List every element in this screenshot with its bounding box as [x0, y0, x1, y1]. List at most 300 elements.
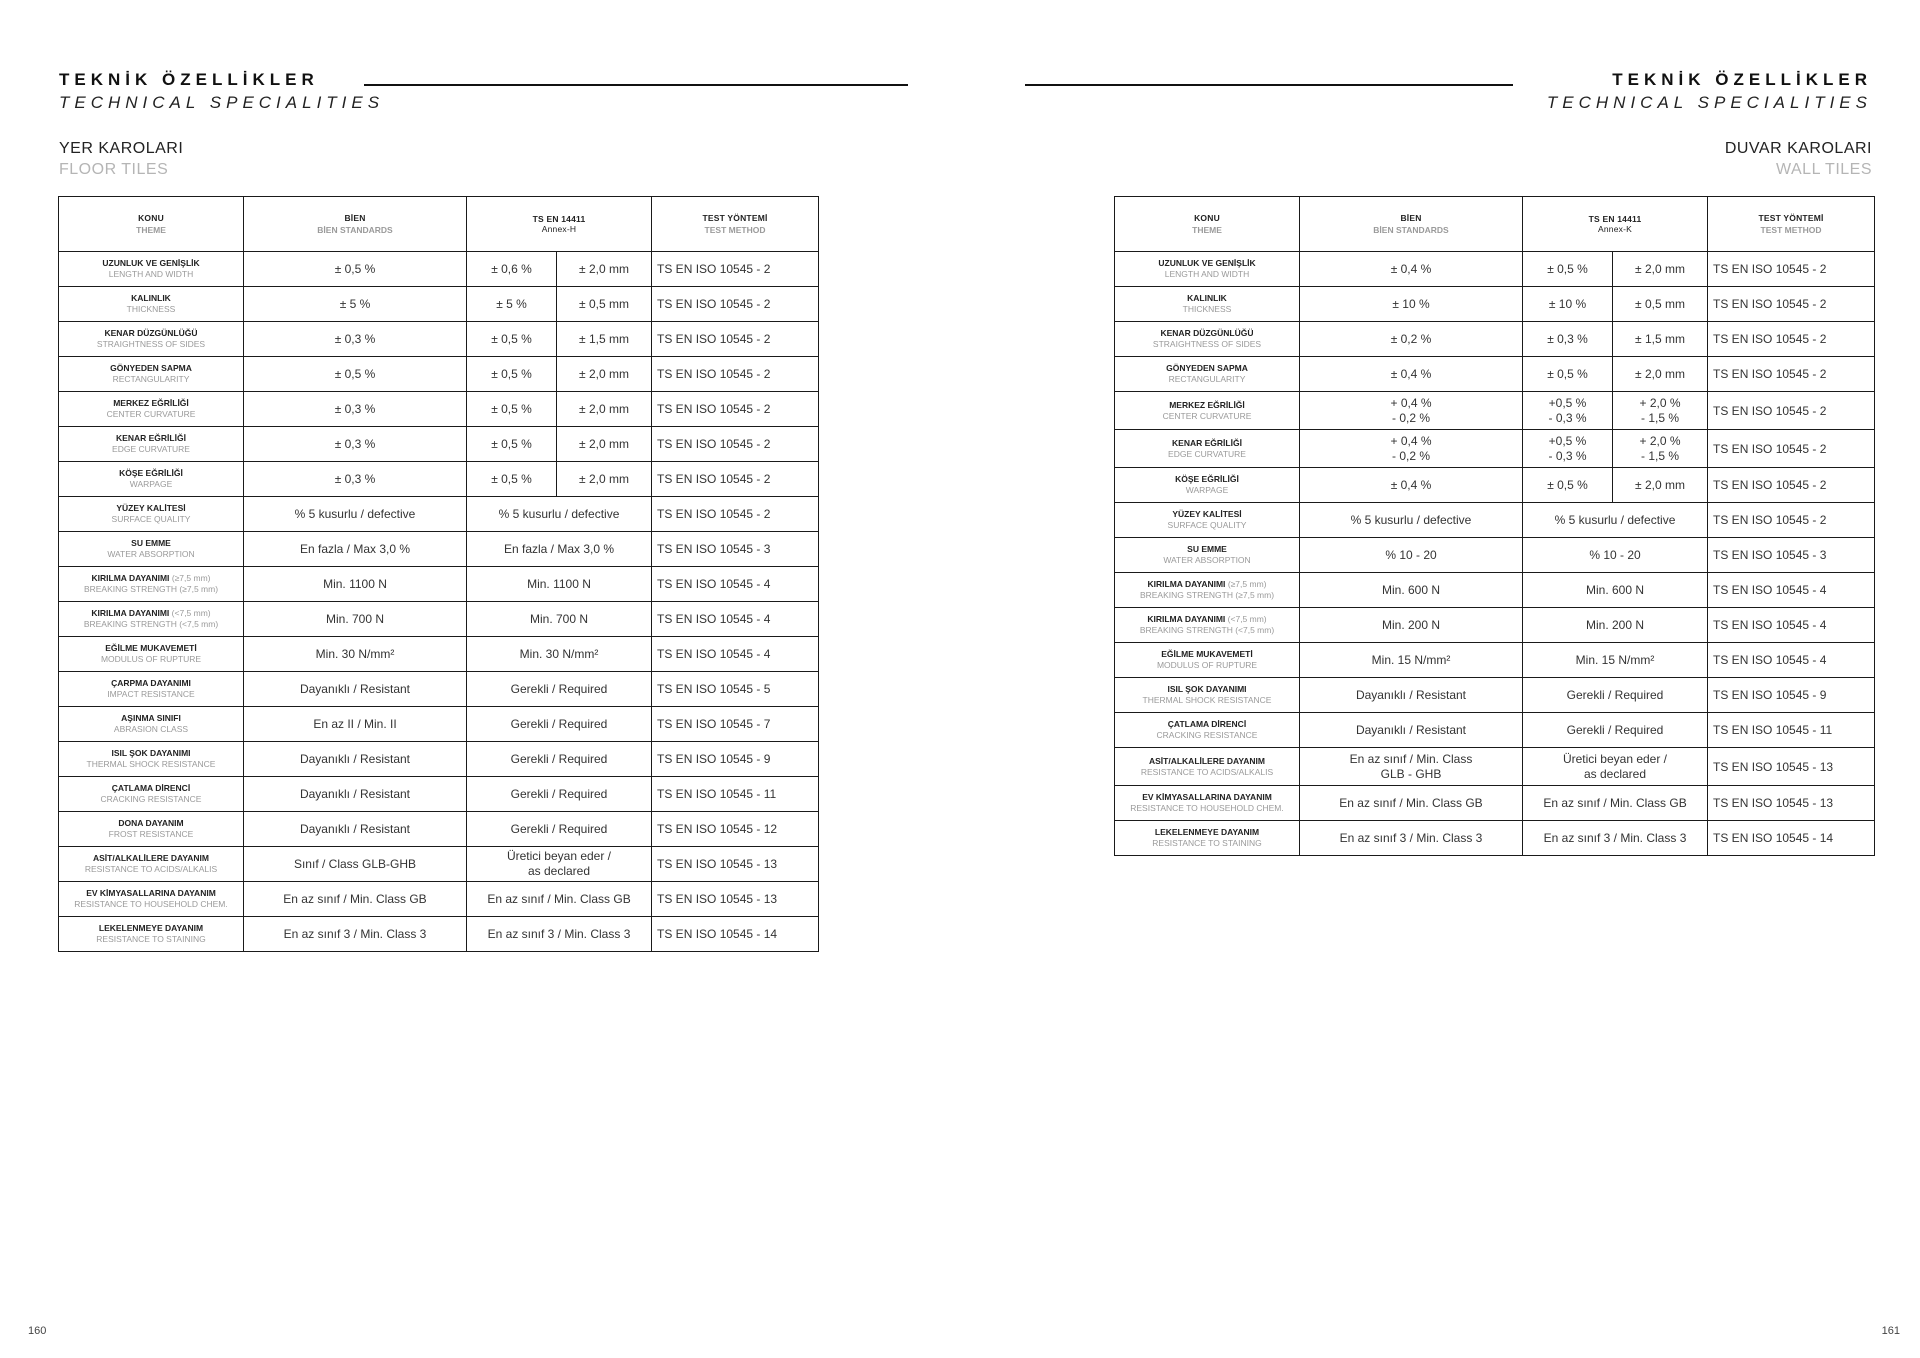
test-method: TS EN ISO 10545 - 13 — [1708, 786, 1875, 821]
ts-value: Gerekli / Required — [467, 812, 652, 847]
ts-value-line: as declared — [527, 864, 591, 878]
floor-tiles-table — [58, 196, 819, 952]
property-name-en: CENTER CURVATURE — [1162, 410, 1252, 421]
test-method: TS EN ISO 10545 - 2 — [652, 497, 819, 532]
property-name-en: RESISTANCE TO HOUSEHOLD CHEM. — [74, 899, 228, 909]
ts-value-line: +0,5 % — [1548, 395, 1587, 410]
wall-tiles-table — [1114, 196, 1875, 856]
property-name-en: CENTER CURVATURE — [106, 409, 196, 419]
ts-value: En az sınıf 3 / Min. Class 3 — [467, 917, 652, 952]
property-cell — [59, 637, 244, 672]
ts-value: En az sınıf / Min. Class GB — [467, 882, 652, 917]
property-cell — [1115, 392, 1300, 430]
property-name-text: UZUNLUK VE GENİŞLİK — [102, 258, 200, 268]
property-name-text: KENAR EĞRİLİĞİ — [1172, 437, 1242, 448]
ts-value-mm: ± 1,5 mm — [1613, 322, 1708, 357]
property-cell — [59, 497, 244, 532]
header-label: TEST YÖNTEMİ — [1758, 213, 1824, 223]
ts-value-percent: ± 0,5 % — [467, 427, 557, 462]
table-row — [59, 567, 819, 602]
property-name — [63, 923, 239, 934]
property-cell — [1115, 713, 1300, 748]
property-name — [63, 678, 239, 689]
table-row — [59, 637, 819, 672]
property-name — [1119, 258, 1295, 269]
property-name — [1119, 827, 1295, 838]
bien-value: ± 0,3 % — [244, 392, 467, 427]
property-cell — [1115, 252, 1300, 287]
property-cell — [59, 812, 244, 847]
property-name-en: SURFACE QUALITY — [111, 514, 191, 524]
ts-value: En az sınıf 3 / Min. Class 3 — [1523, 821, 1708, 856]
property-name-text: MERKEZ EĞRİLİĞİ — [1169, 399, 1245, 410]
property-cell — [1115, 573, 1300, 608]
ts-value-line: + 2,0 % — [1639, 395, 1681, 410]
ts-value: Gerekli / Required — [1523, 678, 1708, 713]
bien-value-line: + 0,4 % — [1390, 433, 1432, 448]
property-name-text: ÇATLAMA DİRENCİ — [1167, 719, 1247, 729]
property-name — [63, 328, 239, 339]
property-name-en: STRAIGHTNESS OF SIDES — [1152, 339, 1262, 349]
property-cell — [1115, 538, 1300, 573]
table-row — [59, 917, 819, 952]
header-label: TEST YÖNTEMİ — [702, 213, 768, 223]
ts-value: Gerekli / Required — [467, 742, 652, 777]
property-name-text: KIRILMA DAYANIMI — [91, 573, 170, 583]
ts-value-mm — [1613, 392, 1708, 430]
ts-value: Gerekli / Required — [467, 707, 652, 742]
bien-value: ± 0,5 % — [244, 357, 467, 392]
ts-value: Gerekli / Required — [1523, 713, 1708, 748]
header-sublabel: BİEN STANDARDS — [317, 225, 393, 235]
table-row — [1115, 357, 1875, 392]
ts-value-percent — [1523, 392, 1613, 430]
ts-value: Min. 700 N — [467, 602, 652, 637]
property-name-en: RECTANGULARITY — [1168, 374, 1246, 384]
page-title: TEKNİK ÖZELLİKLER — [59, 70, 319, 89]
section-title: YER KAROLARI — [59, 140, 184, 157]
bien-value: Dayanıklı / Resistant — [1300, 713, 1523, 748]
property-name-text: KIRILMA DAYANIMI — [1147, 579, 1226, 589]
property-name-text: KÖŞE EĞRİLİĞİ — [119, 468, 183, 478]
table-row — [1115, 430, 1875, 468]
page-subtitle: TECHNICAL SPECIALITIES — [1546, 93, 1872, 112]
test-method: TS EN ISO 10545 - 2 — [1708, 430, 1875, 468]
ts-value-line: + 2,0 % — [1639, 433, 1681, 448]
property-note: (<7,5 mm) — [171, 608, 211, 618]
property-name — [63, 748, 239, 759]
property-name-text: KALINLIK — [131, 293, 171, 303]
test-method: TS EN ISO 10545 - 2 — [652, 287, 819, 322]
property-name — [63, 853, 239, 864]
property-name-text: KÖŞE EĞRİLİĞİ — [1175, 474, 1239, 484]
ts-value-percent: ± 0,3 % — [1523, 322, 1613, 357]
property-name-en: ABRASION CLASS — [113, 724, 189, 734]
property-cell — [1115, 468, 1300, 503]
test-method: TS EN ISO 10545 - 2 — [652, 392, 819, 427]
property-cell — [59, 357, 244, 392]
property-cell — [1115, 287, 1300, 322]
bien-value: ± 10 % — [1300, 287, 1523, 322]
test-method: TS EN ISO 10545 - 11 — [652, 777, 819, 812]
column-header-ts-en — [1523, 197, 1708, 252]
property-note: (<7,5 mm) — [1227, 614, 1267, 624]
ts-value-percent: ± 0,5 % — [467, 357, 557, 392]
bien-value-line: GLB - GHB — [1380, 766, 1442, 781]
bien-value: En az sınıf / Min. Class GB — [244, 882, 467, 917]
property-name-en: RECTANGULARITY — [112, 374, 190, 384]
bien-value-line: + 0,4 % — [1390, 395, 1432, 410]
bien-value: En az sınıf / Min. Class GB — [1300, 786, 1523, 821]
property-name-en: MODULUS OF RUPTURE — [100, 654, 202, 664]
property-name — [1119, 400, 1295, 411]
table-row — [1115, 503, 1875, 538]
header-sublabel: THEME — [136, 225, 166, 235]
table-row — [59, 847, 819, 882]
property-cell — [59, 322, 244, 357]
test-method: TS EN ISO 10545 - 2 — [1708, 503, 1875, 538]
ts-value-mm: ± 2,0 mm — [557, 392, 652, 427]
table-row — [1115, 252, 1875, 287]
test-method: TS EN ISO 10545 - 4 — [652, 567, 819, 602]
test-method: TS EN ISO 10545 - 9 — [1708, 678, 1875, 713]
ts-value-percent: ± 5 % — [467, 287, 557, 322]
property-name — [63, 398, 239, 409]
property-cell — [59, 917, 244, 952]
property-name-en: THERMAL SHOCK RESISTANCE — [86, 759, 216, 769]
property-name-text: AŞINMA SINIFI — [121, 713, 181, 723]
test-method: TS EN ISO 10545 - 3 — [1708, 538, 1875, 573]
ts-value: Min. 1100 N — [467, 567, 652, 602]
property-name-en: RESISTANCE TO STAINING — [96, 934, 206, 944]
header-label: KONU — [1194, 213, 1220, 223]
property-name-en: CRACKING RESISTANCE — [100, 794, 202, 804]
bien-value: ± 0,4 % — [1300, 357, 1523, 392]
property-name-text: UZUNLUK VE GENİŞLİK — [1158, 258, 1256, 268]
test-method: TS EN ISO 10545 - 4 — [1708, 643, 1875, 678]
table-row — [59, 287, 819, 322]
property-cell — [59, 567, 244, 602]
property-name-en: WATER ABSORPTION — [107, 549, 195, 559]
property-name-text: KIRILMA DAYANIMI — [91, 608, 170, 618]
right-page — [960, 0, 1920, 1358]
property-name-en: FROST RESISTANCE — [108, 829, 194, 839]
test-method: TS EN ISO 10545 - 4 — [652, 637, 819, 672]
property-name-text: KENAR EĞRİLİĞİ — [116, 433, 186, 443]
property-name — [63, 818, 239, 829]
table-row — [59, 742, 819, 777]
ts-value-percent: ± 0,6 % — [467, 252, 557, 287]
bien-value: % 5 kusurlu / defective — [244, 497, 467, 532]
bien-value — [1300, 392, 1523, 430]
table-row — [59, 707, 819, 742]
ts-value: % 5 kusurlu / defective — [1523, 503, 1708, 538]
test-method: TS EN ISO 10545 - 5 — [652, 672, 819, 707]
ts-value-mm: ± 2,0 mm — [1613, 468, 1708, 503]
property-name-text: KENAR DÜZGÜNLÜĞÜ — [1160, 328, 1254, 338]
ts-value: Gerekli / Required — [467, 777, 652, 812]
test-method: TS EN ISO 10545 - 4 — [1708, 573, 1875, 608]
property-name-en: MODULUS OF RUPTURE — [1156, 660, 1258, 670]
test-method: TS EN ISO 10545 - 2 — [1708, 468, 1875, 503]
property-name-en: CRACKING RESISTANCE — [1156, 730, 1258, 740]
bien-value: Dayanıklı / Resistant — [244, 672, 467, 707]
property-name-text: KALINLIK — [1187, 293, 1227, 303]
property-cell — [59, 602, 244, 637]
header-sublabel: BİEN STANDARDS — [1373, 225, 1449, 235]
table-row — [59, 427, 819, 462]
bien-value: En az sınıf 3 / Min. Class 3 — [244, 917, 467, 952]
property-name-text: YÜZEY KALİTESİ — [116, 503, 186, 513]
table-row — [1115, 748, 1875, 786]
column-header-ts-en — [467, 197, 652, 252]
bien-value — [1300, 430, 1523, 468]
ts-value-mm: ± 2,0 mm — [557, 252, 652, 287]
table-row — [1115, 786, 1875, 821]
ts-value-line: Üretici beyan eder / — [506, 849, 612, 863]
property-cell — [1115, 357, 1300, 392]
property-name — [1119, 293, 1295, 304]
ts-value-mm: ± 0,5 mm — [557, 287, 652, 322]
property-name — [1119, 614, 1295, 625]
bien-value: ± 5 % — [244, 287, 467, 322]
bien-value: Min. 700 N — [244, 602, 467, 637]
property-name-en: STRAIGHTNESS OF SIDES — [96, 339, 206, 349]
table-row — [59, 777, 819, 812]
test-method: TS EN ISO 10545 - 13 — [652, 847, 819, 882]
property-name — [1119, 649, 1295, 660]
ts-value-percent: ± 0,5 % — [467, 392, 557, 427]
property-name-en: RESISTANCE TO STAINING — [1152, 838, 1262, 848]
bien-value: ± 0,3 % — [244, 322, 467, 357]
property-name-en: WARPAGE — [1185, 485, 1229, 495]
property-cell — [1115, 503, 1300, 538]
property-cell — [59, 252, 244, 287]
ts-value: Min. 600 N — [1523, 573, 1708, 608]
property-name — [1119, 684, 1295, 695]
bien-value-line: En az sınıf / Min. Class — [1349, 751, 1473, 766]
bien-value: ± 0,3 % — [244, 427, 467, 462]
ts-value-mm: ± 2,0 mm — [557, 427, 652, 462]
ts-value: Min. 30 N/mm² — [467, 637, 652, 672]
test-method: TS EN ISO 10545 - 2 — [1708, 357, 1875, 392]
table-row — [59, 532, 819, 567]
table-row — [1115, 538, 1875, 573]
table-row — [59, 882, 819, 917]
property-note: (≥7,5 mm) — [171, 573, 211, 583]
property-name — [63, 888, 239, 899]
page-subtitle: TECHNICAL SPECIALITIES — [59, 93, 385, 112]
property-name — [1119, 579, 1295, 590]
property-name-en: THICKNESS — [126, 304, 176, 314]
property-name-text: MERKEZ EĞRİLİĞİ — [113, 398, 189, 408]
property-name-text: ASİT/ALKALİLERE DAYANIM — [1148, 755, 1266, 766]
header-annex: Annex-H — [541, 224, 577, 234]
property-name — [63, 293, 239, 304]
property-note: (≥7,5 mm) — [1227, 579, 1267, 589]
test-method: TS EN ISO 10545 - 11 — [1708, 713, 1875, 748]
ts-value — [467, 847, 652, 882]
bien-value: Min. 600 N — [1300, 573, 1523, 608]
header-annex: Annex-K — [1598, 224, 1633, 234]
property-name-en: BREAKING STRENGTH (<7,5 mm) — [83, 619, 219, 629]
property-cell — [1115, 608, 1300, 643]
header-row — [1115, 197, 1875, 252]
ts-value: Gerekli / Required — [467, 672, 652, 707]
ts-value-line: - 1,5 % — [1641, 410, 1680, 425]
header-sublabel: TEST METHOD — [1760, 225, 1822, 235]
ts-value-percent: ± 0,5 % — [1523, 468, 1613, 503]
property-cell — [59, 532, 244, 567]
bien-value: Min. 15 N/mm² — [1300, 643, 1523, 678]
section-subtitle: WALL TILES — [1776, 161, 1872, 178]
property-name-en: SURFACE QUALITY — [1167, 520, 1247, 530]
property-name — [63, 503, 239, 514]
property-name-text: SU EMME — [131, 538, 171, 548]
test-method: TS EN ISO 10545 - 2 — [652, 357, 819, 392]
property-cell — [59, 777, 244, 812]
property-name — [63, 643, 239, 654]
property-name — [1119, 719, 1295, 730]
bien-value: Min. 30 N/mm² — [244, 637, 467, 672]
page-number: 160 — [28, 1325, 47, 1337]
property-name-en: RESISTANCE TO ACIDS/ALKALIS — [1140, 766, 1274, 777]
property-name-text: EV KİMYASALLARINA DAYANIM — [1142, 792, 1272, 802]
property-name-en: WATER ABSORPTION — [1163, 555, 1251, 565]
test-method: TS EN ISO 10545 - 14 — [652, 917, 819, 952]
test-method: TS EN ISO 10545 - 2 — [652, 252, 819, 287]
ts-value-mm: ± 2,0 mm — [1613, 252, 1708, 287]
bien-value: Sınıf / Class GLB-GHB — [244, 847, 467, 882]
bien-value: Dayanıklı / Resistant — [244, 742, 467, 777]
property-name-en: THICKNESS — [1182, 304, 1232, 314]
ts-value: % 10 - 20 — [1523, 538, 1708, 573]
ts-value-mm — [1613, 430, 1708, 468]
test-method: TS EN ISO 10545 - 2 — [1708, 287, 1875, 322]
bien-value-line: - 0,2 % — [1391, 410, 1430, 425]
property-name-text: GÖNYEDEN SAPMA — [110, 363, 192, 373]
table-row — [1115, 643, 1875, 678]
property-name-en: THERMAL SHOCK RESISTANCE — [1142, 695, 1272, 705]
ts-value: Min. 15 N/mm² — [1523, 643, 1708, 678]
property-name-text: ÇARPMA DAYANIMI — [111, 678, 191, 688]
property-name-text: LEKELENMEYE DAYANIM — [1154, 827, 1260, 837]
property-name — [63, 433, 239, 444]
property-name — [63, 363, 239, 374]
property-name-en: RESISTANCE TO ACIDS/ALKALIS — [84, 864, 218, 874]
property-name-text: ISIL ŞOK DAYANIMI — [1167, 684, 1247, 694]
test-method: TS EN ISO 10545 - 2 — [652, 427, 819, 462]
column-header-test-method — [1708, 197, 1875, 252]
property-name — [1119, 438, 1295, 449]
property-name — [63, 468, 239, 479]
test-method: TS EN ISO 10545 - 13 — [1708, 748, 1875, 786]
property-name — [1119, 509, 1295, 520]
property-name-en: BREAKING STRENGTH (≥7,5 mm) — [1139, 590, 1275, 600]
ts-value-percent: ± 0,5 % — [467, 462, 557, 497]
header-label: KONU — [138, 213, 164, 223]
header-label: TS EN 14411 — [1588, 214, 1642, 224]
bien-value: Dayanıklı / Resistant — [1300, 678, 1523, 713]
ts-value-line: - 0,3 % — [1548, 448, 1587, 463]
ts-value-line: Üretici beyan eder / — [1562, 751, 1668, 766]
header-row — [59, 197, 819, 252]
table-row — [59, 672, 819, 707]
column-header-test-method — [652, 197, 819, 252]
property-name-text: LEKELENMEYE DAYANIM — [98, 923, 204, 933]
property-cell — [1115, 786, 1300, 821]
property-name — [63, 713, 239, 724]
table-row — [59, 322, 819, 357]
ts-value-percent — [1523, 430, 1613, 468]
section-subtitle: FLOOR TILES — [59, 161, 169, 178]
property-name-text: KENAR DÜZGÜNLÜĞÜ — [104, 328, 198, 338]
table-row — [59, 812, 819, 847]
ts-value-mm: ± 2,0 mm — [557, 357, 652, 392]
ts-value-percent: ± 0,5 % — [467, 322, 557, 357]
column-header-theme — [1115, 197, 1300, 252]
table-row — [1115, 468, 1875, 503]
property-name-en: IMPACT RESISTANCE — [107, 689, 195, 699]
property-name-text: ASİT/ALKALİLERE DAYANIM — [92, 853, 210, 863]
bien-value: % 5 kusurlu / defective — [1300, 503, 1523, 538]
property-cell — [1115, 322, 1300, 357]
property-name-en: BREAKING STRENGTH (<7,5 mm) — [1139, 625, 1275, 635]
property-name — [1119, 474, 1295, 485]
property-name — [63, 783, 239, 794]
test-method: TS EN ISO 10545 - 4 — [652, 602, 819, 637]
property-name-text: KIRILMA DAYANIMI — [1147, 614, 1226, 624]
test-method: TS EN ISO 10545 - 7 — [652, 707, 819, 742]
property-name-text: ÇATLAMA DİRENCİ — [111, 783, 191, 793]
property-cell — [1115, 643, 1300, 678]
property-name — [63, 573, 239, 584]
property-cell — [59, 742, 244, 777]
bien-value: ± 0,4 % — [1300, 468, 1523, 503]
table-row — [59, 252, 819, 287]
bien-value: ± 0,4 % — [1300, 252, 1523, 287]
test-method: TS EN ISO 10545 - 3 — [652, 532, 819, 567]
table-row — [1115, 287, 1875, 322]
property-name-text: YÜZEY KALİTESİ — [1172, 509, 1242, 519]
property-name — [1119, 792, 1295, 803]
property-name-en: WARPAGE — [129, 479, 173, 489]
header-rule — [364, 84, 908, 86]
bien-value: ± 0,5 % — [244, 252, 467, 287]
property-name — [1119, 328, 1295, 339]
table-row — [59, 497, 819, 532]
property-cell — [59, 847, 244, 882]
header-sublabel: TEST METHOD — [704, 225, 766, 235]
property-name-text: ISIL ŞOK DAYANIMI — [111, 748, 191, 758]
ts-value-line: as declared — [1583, 766, 1647, 781]
property-cell — [59, 672, 244, 707]
table-row — [59, 392, 819, 427]
table-row — [59, 462, 819, 497]
bien-value: Dayanıklı / Resistant — [244, 777, 467, 812]
bien-value: Min. 200 N — [1300, 608, 1523, 643]
property-name-en: EDGE CURVATURE — [112, 444, 190, 454]
table-row — [1115, 713, 1875, 748]
property-name-text: DONA DAYANIM — [118, 818, 184, 828]
table-row — [1115, 322, 1875, 357]
property-name — [1119, 544, 1295, 555]
ts-value-percent: ± 10 % — [1523, 287, 1613, 322]
test-method: TS EN ISO 10545 - 2 — [652, 462, 819, 497]
property-name-en: LENGTH AND WIDTH — [1164, 269, 1250, 279]
bien-value: ± 0,2 % — [1300, 322, 1523, 357]
test-method: TS EN ISO 10545 - 14 — [1708, 821, 1875, 856]
